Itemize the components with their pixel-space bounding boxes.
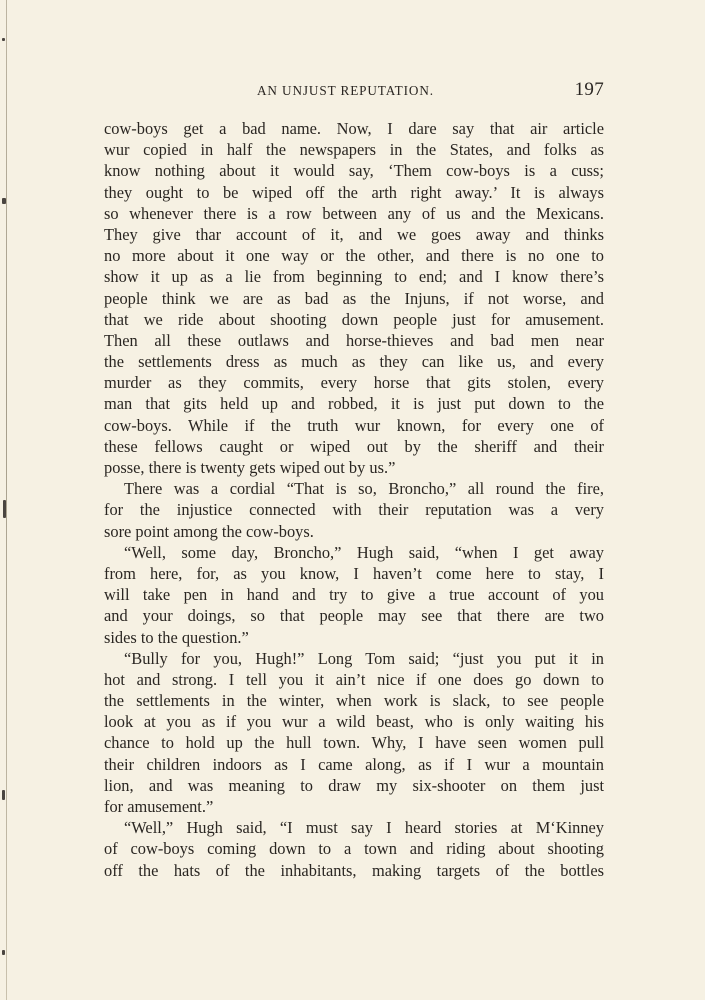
text-line: murder as they commits, every horse that gits stolen, every xyxy=(104,373,604,393)
text-line: Then all these outlaws and horse-thieves and bad men near xyxy=(104,330,604,350)
text-line: man that gits held up and robbed, it is just put down to the xyxy=(104,394,604,414)
margin-speck xyxy=(2,790,5,800)
text-line: “Well,” Hugh said, “I must say I heard stories at M‘Kinney xyxy=(124,818,604,838)
text-line: look at you as if you wur a wild beast, who is only waiting his xyxy=(104,712,604,732)
text-line: and your doings, so that people may see that there are two xyxy=(104,606,604,626)
text-line: their children indoors as I came along, as if I wur a mountain xyxy=(104,754,604,774)
text-line: no more about it one way or the other, and there is no one to xyxy=(104,246,604,266)
text-line: people think we are as bad as the Injuns, if not worse, and xyxy=(104,288,604,308)
page-edge-line xyxy=(6,0,7,1000)
text-line: hot and strong. I tell you it ain’t nice if one does go down to xyxy=(104,669,604,689)
running-head-title: AN UNJUST REPUTATION. xyxy=(257,83,434,98)
text-line: They give thar account of it, and we goes away and thinks xyxy=(104,224,604,244)
body-text xyxy=(104,118,604,881)
running-head xyxy=(104,80,604,104)
text-line: lion, and was meaning to draw my six-shooter on them just xyxy=(104,775,604,795)
text-line: There was a cordial “That is so, Broncho,” all round the fire, xyxy=(124,479,604,499)
text-line: the settlements in the winter, when work is slack, to see people xyxy=(104,691,604,711)
text-line: “Bully for you, Hugh!” Long Tom said; “just you put it in xyxy=(124,648,604,668)
text-line: cow-boys get a bad name. Now, I dare say that air article xyxy=(104,119,604,138)
text-line: off the hats of the inhabitants, making targets of the bottles xyxy=(104,860,604,880)
text-line: cow-boys. While if the truth wur known, for every one of xyxy=(104,415,604,435)
text-line: from here, for, as you know, I haven’t come here to stay, I xyxy=(104,563,604,583)
text-line: of cow-boys coming down to a town and riding about shooting xyxy=(104,839,604,859)
text-line: they ought to be wiped off the arth right away.’ It is always xyxy=(104,182,604,202)
text-line: so whenever there is a row between any of us and the Mexicans. xyxy=(104,203,604,223)
margin-speck xyxy=(2,198,6,204)
text-line: for amusement.” xyxy=(104,797,214,816)
text-line: will take pen in hand and try to give a true account of you xyxy=(104,585,604,605)
text-line: sore point among the cow-boys. xyxy=(104,521,314,541)
text-line: chance to hold up the hull town. Why, I have seen women pull xyxy=(104,733,604,753)
text-line: show it up as a lie from beginning to end; and I know there’s xyxy=(104,267,604,287)
text-line: sides to the question.” xyxy=(104,627,249,647)
text-line: posse, there is twenty gets wiped out by us.” xyxy=(104,458,396,477)
text-line: for the injustice connected with their reputation was a very xyxy=(104,500,604,520)
margin-speck xyxy=(2,950,5,955)
text-line: know nothing about it would say, ‘Them cow-boys is a cuss; xyxy=(104,161,604,181)
text-line: wur copied in half the newspapers in the States, and folks as xyxy=(104,140,604,160)
text-line: the settlements dress as much as they can like us, and every xyxy=(104,352,604,372)
page-number: 197 xyxy=(574,79,604,100)
text-line: “Well, some day, Broncho,” Hugh said, “when I get away xyxy=(124,542,604,562)
margin-speck xyxy=(3,500,6,518)
margin-speck xyxy=(2,38,5,41)
text-line: these fellows caught or wiped out by the sheriff and their xyxy=(104,436,604,456)
text-line: that we ride about shooting down people just for amusement. xyxy=(104,309,604,329)
